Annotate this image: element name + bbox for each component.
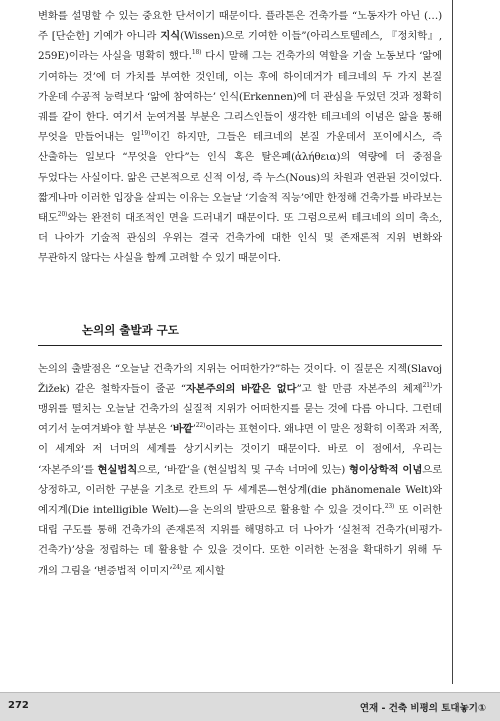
page-number: 272 (8, 700, 29, 711)
text-run: 으로, ‘바깥’을 (현실법칙 및 구속 너머에 있는) (137, 463, 349, 476)
text-run: ”고 할 만큼 자본주의 체제 (296, 382, 423, 395)
text-run: 와는 완전히 대조적인 면을 드러내기 때문이다. 또 그럼으로써 테크네의 의미 축소, 더 나아가 기술적 관심의 우위는 결국 건축가에 대한 인식 및 존재론적 지위 변화와 무관하지 않다는 사실을 함께 고려할 수 있기 때문이다. (38, 212, 442, 265)
body-paragraph-2 (38, 359, 442, 581)
emphasis-knowledge: 지식 (160, 30, 180, 43)
emphasis-metaphysical-idea: 형이상학적 이념 (348, 463, 423, 476)
text-run: 으로 상정하고, 이러한 구분을 기초로 칸트의 두 세계론—현상계(die phänomenale Welt)와 예지계(Die intelligible Welt)—을 논의의 발판으로 활용할 수 있을 것이다. (38, 463, 442, 517)
footnote-ref-23[interactable]: 23) (384, 503, 395, 511)
text-run: ’ (192, 423, 196, 436)
text-run: 로 제시할 (181, 564, 225, 577)
text-run: 가 맹위를 떨치는 오늘날 건축가의 실질적 지위가 어떠한지를 묻는 것에 다름 아니다. 그런데 여기서 눈여겨봐야 할 부분은 ‘ (38, 382, 442, 436)
text-run: 변화를 설명할 수 있는 중요한 단서이기 때문이다. 플라톤은 건축가를 “노동자가 아닌 (…) 주 [단순한] 기예가 아니라 (38, 10, 442, 43)
text-column (38, 6, 442, 581)
section-heading: 논의의 출발과 구도 (38, 319, 442, 346)
text-run: 이라는 표현이다. 왜냐면 이 말은 정확히 이쪽과 저쪽, 이 세계와 저 너머의 세계를 상기시키는 것이기 때문이다. 바로 이 점에서, 우리는 ‘자본주의’를 (38, 423, 442, 476)
text-run: 다시 말해 그는 건축가의 역할을 기술 노동보다 ‘앎에 기여하는 것’에 더 가치를 부여한 것인데, 이는 후에 하이데거가 테크네의 두 가지 본질 가운데 수공적 능력보다 ‘앎에 참여하는’ 인식(Erkennen)에 더 관심을 두었던 것과 정확히 궤를 같이 한다. 여기서 눈여겨볼 부분은 그리스인들이 생각한 테크네의 이념은 앎을 통해 무엇을 만들어내는 일 (38, 50, 442, 144)
footnote-ref-24[interactable]: 24) (172, 563, 182, 571)
footnote-ref-18[interactable]: 18) (191, 49, 202, 57)
text-run: 이긴 하지만, 그들은 테크네의 본질 가운데서 포이에시스, 즉 산출하는 일보다 “무엇을 안다”는 인식 혹은 탈은폐(ἀλήθεια)의 역량에 더 중점을 두었다는 사실이다. 앎은 근본적으로 신적 이성, 즉 누스(Nous)의 차원과 연관된 것이었다. 짧게나마 이러한 입장을 살피는 이유는 오늘날 ‘기술적 직능’에만 한정해 건축가를 바라보는 태도 (38, 131, 443, 225)
page-edge-rule (452, 0, 453, 684)
text-run: 또 이러한 대립 구도를 통해 건축가의 존재론적 지위를 해명하고 더 나아가 ‘실천적 건축가(비평가-건축가)’상을 정립하는 데 활용할 수 있을 것이다. 또한 이러한 논점을 확대하기 위해 두 개의 그림을 ‘변증법적 이미지’ (38, 504, 442, 577)
footnote-ref-22[interactable]: 22) (195, 422, 206, 430)
emphasis-reality-law: 현실법칙 (97, 463, 138, 476)
text-run: (Wissen)으로 기여한 이들”(아리스토텔레스, 『정치학』, 259E)이라는 사실을 명확히 했다. (38, 30, 442, 63)
footnote-ref-21[interactable]: 21) (422, 381, 433, 389)
emphasis-outside: 바깥 (172, 423, 193, 436)
body-paragraph-1 (38, 6, 442, 269)
footnote-ref-20[interactable]: 20) (57, 211, 68, 219)
text-run: 논의의 출발점은 “오늘날 건축가의 지위는 어떠한가?”하는 것이다. 이 질문은 지젝(Slavoj Žižek) 같은 철학자들이 줄곧 “ (38, 362, 442, 395)
footnote-ref-19[interactable]: 19) (140, 130, 151, 138)
page-footer (0, 692, 500, 721)
emphasis-no-outside: 자본주의의 바깥은 없다 (185, 382, 297, 395)
running-title: 연재 - 건축 비평의 토대놓기① (359, 703, 486, 714)
